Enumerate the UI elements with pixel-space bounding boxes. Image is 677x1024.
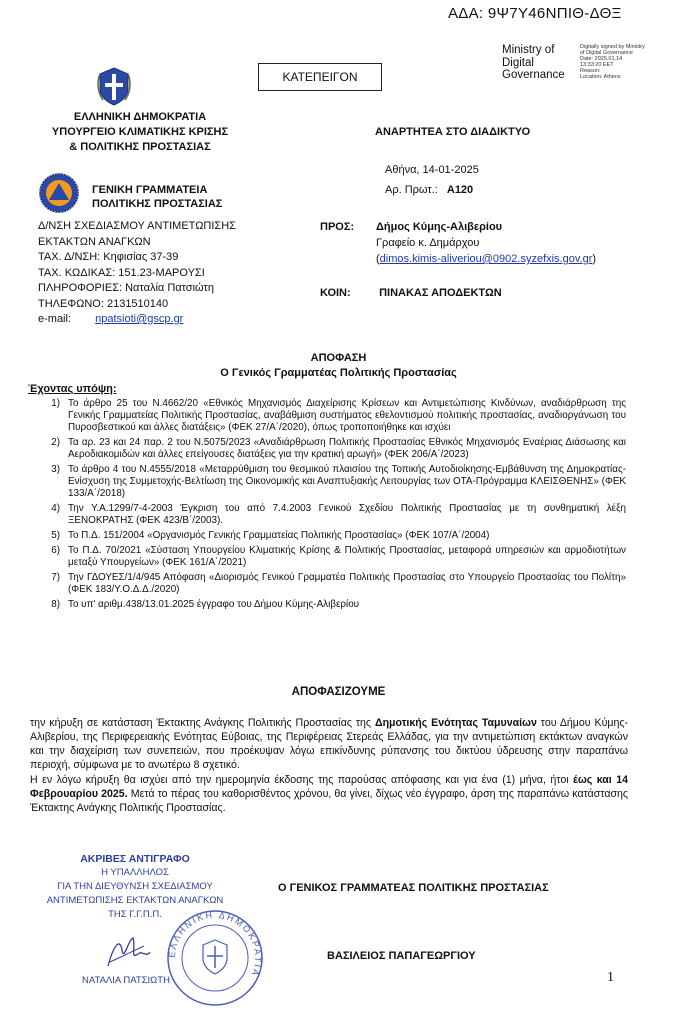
dept-line: ΕΚΤΑΚΤΩΝ ΑΝΑΓΚΩΝ (38, 235, 151, 248)
item-number: 3) (51, 464, 60, 475)
dept-line: ΤΑΧ. ΚΩΔΙΚΑΣ: 151.23-ΜΑΡΟΥΣΙ (38, 266, 205, 279)
signer-name: ΒΑΣΙΛΕΙΟΣ ΠΑΠΑΓΕΩΡΓΙΟΥ (327, 950, 476, 962)
ministry-line: & ΠΟΛΙΤΙΚΗΣ ΠΡΟΣΤΑΣΙΑΣ (69, 141, 211, 153)
cc-block (320, 287, 502, 299)
recipient-office: Γραφείο κ. Δημάρχου (376, 237, 480, 249)
official-stamp-icon (165, 908, 265, 1008)
signer-title: Ο ΓΕΝΙΚΟΣ ΓΡΑΜΜΑΤΕΑΣ ΠΟΛΙΤΙΚΗΣ ΠΡΟΣΤΑΣΙΑΣ (278, 882, 549, 894)
sig-line: Date: 2025.01.14 (580, 56, 623, 62)
mdg-line: Ministry of (502, 44, 555, 56)
recipient-block: ΠΡΟΣ: Δήμος Κύμης-Αλιβερίου Γραφείο κ. Δημάρχου (dimos.kimis-aliveriou@0902.syzefxis.gov.gr) (320, 221, 597, 265)
item-number: 1) (51, 398, 60, 409)
clerk-name: ΝΑΤΑΛΙΑ ΠΑΤΣΙΩΤΗ (82, 975, 170, 986)
bold-run: έως και 14 Φεβρουαρίου 2025. (30, 774, 628, 800)
text-run: του Δήμου Κύμης-Αλιβερίου, της Περιφερειακής Ενότητας Εύβοιας, της Περιφέρειας Στερεάς Ελλάδας, για την αντιμετώπιση εκτάκτων αναγκών και την διαχείριση των συνεπειών, που προέκυψαν λόγω επικίνδυνης ρύπανσης του δικτύου ύδρευσης στην παραπάνω περιοχή, σύμφωνα με το ανωτέρω 8 σχετικό. (30, 717, 628, 771)
list-item (36, 599, 626, 611)
ada-code: ΑΔΑ: 9Ψ7Υ46ΝΠΙΘ-ΔΘΞ (448, 5, 622, 22)
list-item (36, 464, 626, 500)
civil-protection-logo-icon (38, 172, 80, 214)
cc-label: ΚΟΙΝ: (320, 287, 351, 299)
date-block (385, 160, 479, 200)
item-text: Το Π.Δ. 151/2004 «Οργανισμός Γενικής Γραμματείας Πολιτικής Προστασίας» (ΦΕΚ 107/Α΄/2004) (68, 530, 490, 541)
email-label: e-mail: (38, 313, 72, 325)
mdg-line: Governance (502, 69, 565, 81)
digital-signature-meta (580, 44, 645, 80)
dept-line: Δ/ΝΣΗ ΣΧΕΔΙΑΣΜΟΥ ΑΝΤΙΜΕΤΩΠΙΣΗΣ (38, 220, 236, 232)
considering-heading: Έχοντας υπόψη: (28, 383, 117, 395)
item-number: 5) (51, 530, 60, 541)
decision-paragraph (30, 773, 628, 815)
item-number: 7) (51, 572, 60, 583)
ministry-line: ΕΛΛΗΝΙΚΗ ΔΗΜΟΚΡΑΤΙΑ (73, 111, 207, 123)
item-text: Το υπ' αριθμ.438/13.01.2025 έγγραφο του Δήμου Κύμης-Αλιβερίου (68, 599, 360, 610)
dept-line: ΤΗΛΕΦΩΝΟ: 2131510140 (38, 297, 169, 310)
sig-line: of Digital Governance (580, 50, 633, 56)
mdg-line: Digital (502, 56, 534, 69)
we-decide-heading: ΑΠΟΦΑΣΙΖΟΥΜΕ (291, 686, 386, 698)
dept-line: ΠΛΗΡΟΦΟΡΙΕΣ: Ναταλία Πατσιώτη (38, 282, 214, 294)
clerk-line: ΓΙΑ ΤΗΝ ΔΙΕΥΘΥΝΣΗ ΣΧΕΔΙΑΣΜΟΥ (57, 881, 213, 892)
decision-title: ΑΠΟΦΑΣΗ (310, 352, 367, 364)
list-item (36, 572, 626, 596)
considerations-list (36, 398, 626, 614)
ministry-line: ΥΠΟΥΡΓΕΙΟ ΚΛΙΜΑΤΙΚΗΣ ΚΡΙΣΗΣ (51, 126, 229, 138)
document-date: Αθήνα, 14-01-2025 (385, 164, 479, 176)
department-block (38, 219, 236, 328)
dept-line: ΤΑΧ. Δ/ΝΣΗ: Κηφισίας 37-39 (38, 251, 179, 263)
text-run: Μετά το πέρας του καθορισθέντος χρόνου, θα γίνει, δίχως νέο έγγραφο, άρση της παραπάνω κατάστασης Έκτακτης Ανάγκης Πολιτικής Προστασίας. (30, 788, 628, 814)
item-text: Την ΓΔΟΥΕΣ/1/4/945 Απόφαση «Διορισμός Γενικού Γραμματέα Πολιτικής Προστασίας στο Υπουργείο Προστασίας του Πολίτη» (ΦΕΚ 183/Υ.Ο.Δ.Δ./2020) (68, 572, 626, 595)
recipient-name: Δήμος Κύμης-Αλιβερίου (376, 221, 503, 233)
decision-subtitle: Ο Γενικός Γραμματέας Πολιτικής Προστασίας (220, 367, 457, 379)
to-label: ΠΡΟΣ: (320, 221, 355, 233)
item-number: 2) (51, 437, 60, 448)
cc-value: ΠΙΝΑΚΑΣ ΑΠΟΔΕΚΤΩΝ (379, 287, 502, 299)
sig-line: 13:33:20 EET (580, 62, 614, 68)
decision-paragraph (30, 716, 628, 772)
sig-line: Digitally signed by Ministry (580, 44, 645, 50)
list-item (36, 437, 626, 461)
item-text: Το Π.Δ. 70/2021 «Σύσταση Υπουργείου Κλιματικής Κρίσης & Πολιτικής Προστασίας, μεταφορά υπηρεσιών και αρμοδιοτήτων μεταξύ Υπουργείων» (ΦΕΚ 161/Α΄/2021) (68, 545, 626, 568)
ministry-heading (40, 110, 240, 155)
true-copy-heading: ΑΚΡΙΒΕΣ ΑΝΤΙΓΡΑΦΟ (80, 853, 190, 865)
sig-line: Location: Athens (580, 74, 621, 80)
clerk-line: Η ΥΠΑΛΛΗΛΟΣ (101, 867, 169, 878)
greek-emblem-icon (97, 66, 131, 106)
text-run: την κήρυξη σε κατάσταση Έκτακτης Ανάγκης Πολιτικής Προστασίας της (30, 717, 375, 729)
clerk-line: ΤΗΣ Γ.Γ.Π.Π. (108, 909, 162, 920)
list-item (36, 398, 626, 434)
decision-body (30, 716, 628, 815)
gsec-line: ΓΕΝΙΚΗ ΓΡΑΜΜΑΤΕΙΑ (92, 184, 208, 196)
item-number: 8) (51, 599, 60, 610)
clerk-line: ΑΝΤΙΜΕΤΩΠΙΣΗΣ ΕΚΤΑΚΤΩΝ ΑΝΑΓΚΩΝ (46, 895, 224, 906)
digital-governance-label (502, 44, 565, 82)
protocol-label: Αρ. Πρωτ.: (385, 184, 438, 196)
bold-run: Δημοτικής Ενότητας Ταμυναίων (374, 717, 537, 729)
text-run: Η εν λόγω κήρυξη θα ισχύει από την ημερομηνία έκδοσης της παρούσας απόφασης και για ένα (1) μήνα, ήτοι (30, 774, 574, 786)
page-number: 1 (607, 970, 614, 985)
urgent-box: ΚΑΤΕΠΕΙΓΟΝ (258, 63, 382, 91)
publish-notice: ΑΝΑΡΤΗΤΕΑ ΣΤΟ ΔΙΑΔΙΚΤΥΟ (375, 126, 531, 138)
list-item (36, 530, 626, 542)
list-item (36, 545, 626, 569)
sig-line: Reason: (580, 68, 601, 74)
list-item (36, 503, 626, 527)
handwritten-signature-icon (100, 932, 155, 972)
item-text: Την Υ.Α.1299/7-4-2003 Έγκριση του από 7.4.2003 Γενικού Σχεδίου Πολιτικής Προστασίας με τη συνθηματική λέξη ΞΕΝΟΚΡΑΤΗΣ (ΦΕΚ 423/Β΄/2003). (68, 503, 626, 526)
sender-email-link[interactable]: npatsioti@gscp.gr (95, 313, 184, 325)
item-text: Το άρθρο 4 του Ν.4555/2018 «Μεταρρύθμιση του θεσμικού πλαισίου της Τοπικής Αυτοδιοίκησης-Εμβάθυνση της Δημοκρατίας-Ενίσχυση της Συμμετοχής-Βελτίωση της Οικονομικής και Αναπτυξιακής Λειτουργίας των ΟΤΑ-Πρόγραμμα ΚΛΕΙΣΘΕΝΗΣ» (ΦΕΚ 133/Α΄/2018) (68, 464, 626, 499)
recipient-email-link[interactable]: dimos.kimis-aliveriou@0902.syzefxis.gov.gr (379, 253, 593, 265)
item-number: 6) (51, 545, 60, 556)
protocol-number: Α120 (446, 184, 474, 196)
general-secretariat-heading (92, 183, 222, 211)
item-number: 4) (51, 503, 60, 514)
gsec-line: ΠΟΛΙΤΙΚΗΣ ΠΡΟΣΤΑΣΙΑΣ (92, 198, 223, 210)
item-text: Τα αρ. 23 και 24 παρ. 2 του Ν.5075/2023 «Αναδιάρθρωση Πολιτικής Προστασίας Εθνικός Μηχανισμός Εναέριας Διάσωσης και Αεροδιακομιδών και άλλες επείγουσες διατάξεις για την κρατική αρωγή» (ΦΕΚ 206/Α΄/2023) (68, 437, 626, 460)
svg-text:ΕΛΛΗΝΙΚΗ ΔΗΜΟΚΡΑΤΙΑ: ΕΛΛΗΝΙΚΗ ΔΗΜΟΚΡΑΤΙΑ (166, 909, 264, 979)
item-text: Το άρθρο 25 του Ν.4662/20 «Εθνικός Μηχανισμός Διαχείρισης Κρίσεων και Αντιμετώπισης Κινδύνων, αναδιάρθρωση της Γενικής Γραμματείας Πολιτικής Προστασίας, αναβάθμιση συστήματος εθελοντισμού πολιτικής προστασίας, αναδιοργάνωση του Πυροσβεστικού και άλλες διατάξεις» (ΦΕΚ 27/Α΄/2020), όπως τροποποιήθηκε και ισχύει (68, 398, 626, 433)
